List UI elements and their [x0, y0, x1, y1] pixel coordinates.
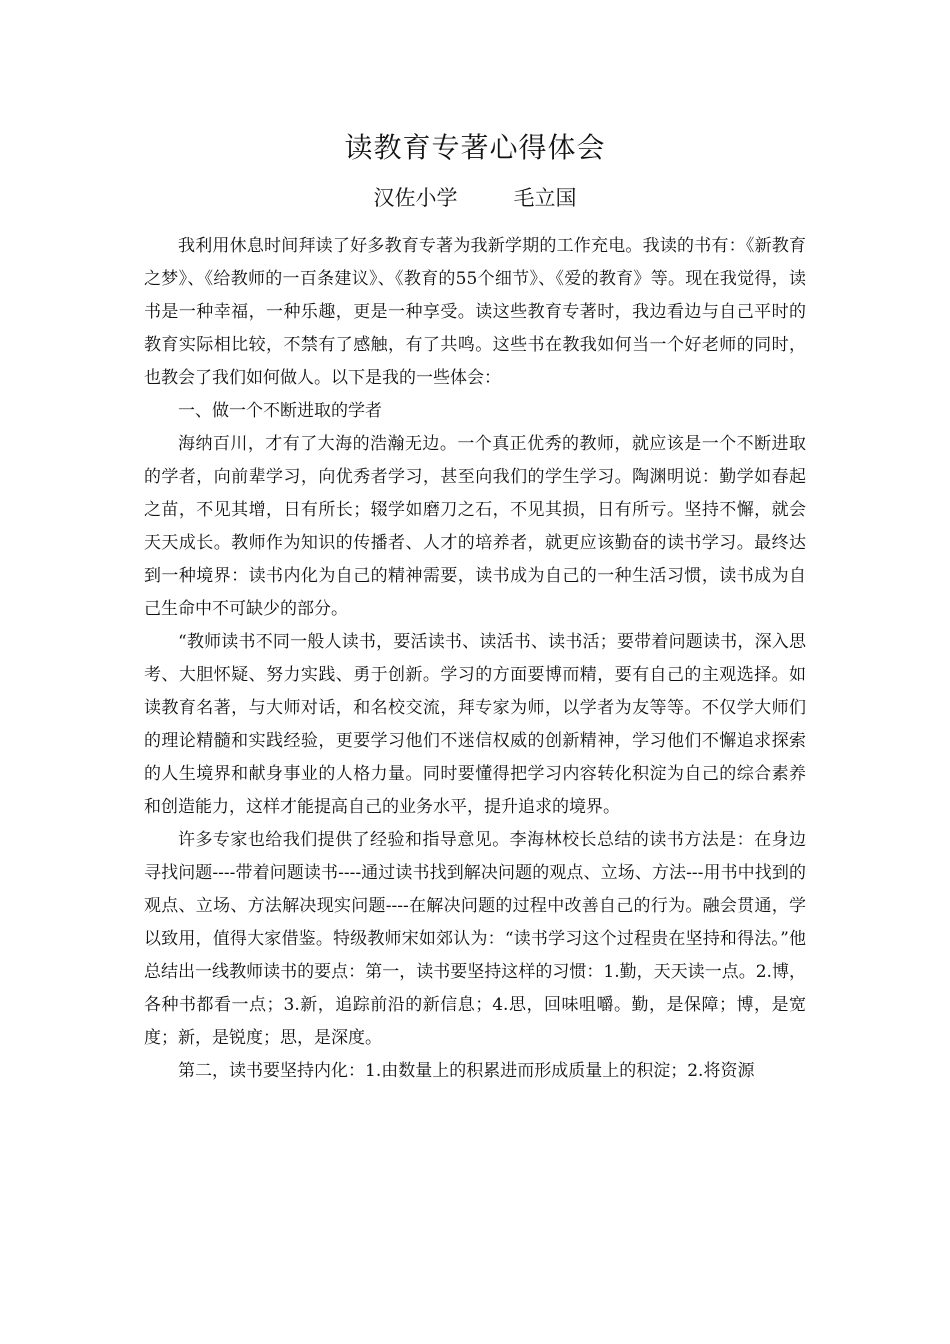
section-heading: 一、做一个不断进取的学者 — [178, 401, 382, 421]
byline — [0, 182, 950, 214]
author-name: 毛立国 — [513, 186, 577, 210]
paragraph-intro: 我利用休息时间拜读了好多教育专著为我新学期的工作充电。我读的书有：《新教育之梦》、《给教师的一百条建议》、《教育的55个细节》、《爱的教育》等。现在我觉得，读书是一种幸福，一种乐趣，更是一种享受。读这些教育专著时，我边看边与自己平时的教育实际相比较，不禁有了感触，有了共鸣。这些书在教我如何当一个好老师的同时，也教会了我们如何做人。以下是我的一些体会： — [144, 236, 806, 388]
paragraph: 第二，读书要坚持内化：1.由数量上的积累进而形成质量上的积淀；2.将资源 — [178, 1061, 755, 1081]
document-title: 读教育专著心得体会 — [344, 131, 606, 164]
paragraph: 海纳百川，才有了大海的浩瀚无边。一个真正优秀的教师，就应该是一个不断进取的学者，向前辈学习，向优秀者学习，甚至向我们的学生学习。陶渊明说：勤学如春起之苗，不见其增，日有所长；辍学如磨刀之石，不见其损，日有所亏。坚持不懈，就会天天成长。教师作为知识的传播者、人才的培养者，就更应该勤奋的读书学习。最终达到一种境界：读书内化为自己的精神需要，读书成为自己的一种生活习惯，读书成为自己生命中不可缺少的部分。 — [144, 434, 806, 619]
paragraph: “教师读书不同一般人读书，要活读书、读活书、读书活；要带着问题读书，深入思考、大胆怀疑、努力实践、勇于创新。学习的方面要博而精，要有自己的主观选择。如读教育名著，与大师对话，和名校交流，拜专家为师，以学者为友等等。不仅学大师们的理论精髓和实践经验，更要学习他们不迷信权威的创新精神，学习他们不懈追求探索的人生境界和献身事业的人格力量。同时要懂得把学习内容转化积淀为自己的综合素养和创造能力，这样才能提高自己的业务水平，提升追求的境界。 — [144, 632, 806, 817]
paragraph: 许多专家也给我们提供了经验和指导意见。李海林校长总结的读书方法是：在身边寻找问题----带着问题读书----通过读书找到解决问题的观点、立场、方法---用书中找到的观点、立场、方法解决现实问题----在解决问题的过程中改善自己的行为。融会贯通，学以致用，值得大家借鉴。特级教师宋如郊认为：“读书学习这个过程贵在坚持和得法。”他总结出一线教师读书的要点：第一，读书要坚持这样的习惯：1.勤，天天读一点。2.博，各种书都看一点；3.新，追踪前沿的新信息；4.思，回味咀嚼。勤，是保障；博，是宽度；新，是锐度；思，是深度。 — [144, 830, 806, 1048]
document-body — [144, 230, 806, 1088]
school-name: 汉佐小学 — [373, 186, 458, 210]
